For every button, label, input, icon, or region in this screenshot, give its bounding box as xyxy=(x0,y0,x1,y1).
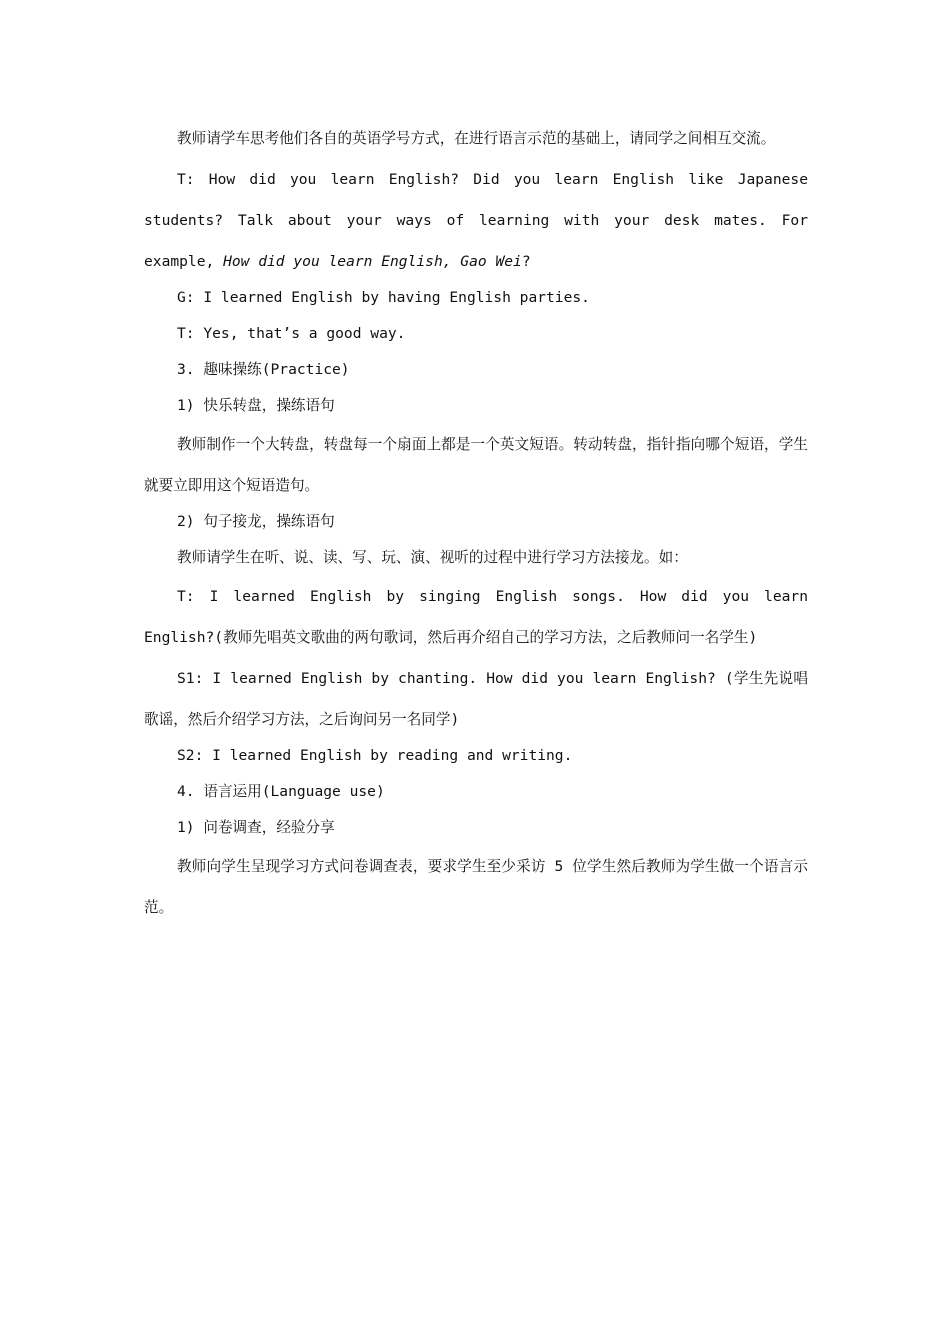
document-body xyxy=(144,118,808,928)
dialogue-example-italic: How did you learn English, Gao Wei xyxy=(223,253,522,270)
section-heading-language-use: 4. 语言运用(Language use) xyxy=(177,783,385,800)
paragraph-wheel-description: 教师制作一个大转盘，转盘每一个扇面上都是一个英文短语。转动转盘，指针指向哪个短语，学生就要立即用这个短语造句。 xyxy=(144,436,808,494)
subheading-sentence-chain: 2) 句子接龙，操练语句 xyxy=(177,513,335,530)
paragraph-dialogue-g: G: I learned English by having English parties. xyxy=(177,289,590,306)
paragraph-dialogue-s1: S1: I learned English by chanting. How did you learn English? (学生先说唱歌谣，然后介绍学习方法，之后询问另一名同学) xyxy=(144,670,808,728)
paragraph-chain-description: 教师请学生在听、说、读、写、玩、演、视听的过程中进行学习方法接龙。如： xyxy=(177,549,688,566)
paragraph-dialogue-teacher-1 xyxy=(144,159,808,282)
subheading-happy-wheel: 1) 快乐转盘，操练语句 xyxy=(177,397,335,414)
paragraph-dialogue-teacher-2: T: Yes, that’s a good way. xyxy=(177,325,406,342)
dialogue-question-mark: ? xyxy=(521,253,531,270)
paragraph-survey-description: 教师向学生呈现学习方式问卷调查表，要求学生至少采访 5 位学生然后教师为学生做一个语言示范。 xyxy=(144,858,808,916)
subheading-survey: 1) 问卷调查，经验分享 xyxy=(177,819,335,836)
section-heading-practice: 3. 趣味操练(Practice) xyxy=(177,361,350,378)
paragraph-dialogue-s2: S2: I learned English by reading and writing. xyxy=(177,747,573,764)
paragraph-instruction-1: 教师请学车思考他们各自的英语学号方式，在进行语言示范的基础上，请同学之间相互交流。 xyxy=(177,130,776,147)
paragraph-dialogue-teacher-3: T: I learned English by singing English songs. How did you learn English?(教师先唱英文歌曲的两句歌词，然后再介绍自己的学习方法，之后教师问一名学生) xyxy=(144,588,808,646)
dialogue-text: T: How did you learn English? Did you learn English like Japanese students? Talk about your ways of learning with your desk mates. For example, xyxy=(144,171,808,270)
